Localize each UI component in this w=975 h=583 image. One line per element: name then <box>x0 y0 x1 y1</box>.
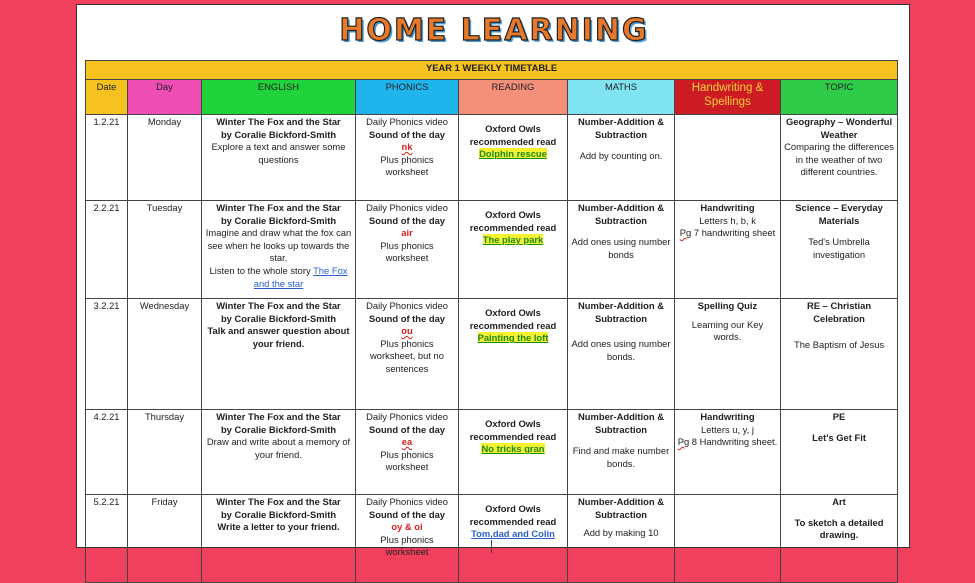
handwriting-cell <box>675 115 781 201</box>
english-title: Winter The Fox and the Star <box>216 300 341 311</box>
story-link[interactable]: The Fox and the star <box>253 264 348 289</box>
english-title: Winter The Fox and the Star <box>216 496 341 507</box>
english-author: by Coralie Bickford-Smith <box>220 508 337 520</box>
day-cell: Wednesday <box>128 299 202 410</box>
english-task: Imagine and draw what the fox can see when he looks up towards the star. <box>205 227 352 264</box>
phonics-video: Daily Phonics video <box>366 496 448 507</box>
table-row <box>86 410 898 495</box>
topic-desc: To sketch a detailed drawing. <box>794 516 884 541</box>
table-row <box>86 299 898 410</box>
reading-cell <box>459 299 568 410</box>
reading-link[interactable]: The play park <box>482 234 544 246</box>
day-cell: Thursday <box>128 410 202 495</box>
english-cell <box>202 299 356 410</box>
handwriting-letters: Letters u, y, j <box>701 423 754 435</box>
maths-title: Number-Addition & Subtraction <box>578 202 664 226</box>
topic-desc: Comparing the differences in the weather of two different countries. <box>784 141 894 178</box>
english-title: Winter The Fox and the Star <box>216 116 341 127</box>
reading-link[interactable]: Tom,dad and Colin <box>471 528 555 540</box>
english-task: Explore a text and answer some questions <box>211 141 346 165</box>
phonics-cell <box>356 299 459 410</box>
phonics-video: Daily Phonics video <box>366 411 448 422</box>
topic-title: PE <box>832 411 846 422</box>
reading-link[interactable]: Dolphin rescue <box>479 148 547 160</box>
maths-cell <box>568 410 675 495</box>
reading-text: Oxford Owls recommended read <box>469 307 557 331</box>
handwriting-cell <box>675 495 781 583</box>
english-cell <box>202 495 356 583</box>
maths-title: Number-Addition & Subtraction <box>578 116 664 140</box>
topic-title: Art <box>832 496 846 507</box>
reading-cell <box>459 115 568 201</box>
phonics-sound: ou <box>401 325 413 337</box>
handwriting-title: Handwriting <box>700 202 755 213</box>
reading-text: Oxford Owls recommended read <box>469 209 557 233</box>
date-cell: 4.2.21 <box>86 410 128 495</box>
english-cell <box>202 410 356 495</box>
reading-text: Oxford Owls recommended read <box>469 503 557 527</box>
english-author: by Coralie Bickford-Smith <box>220 312 337 324</box>
handwriting-cell <box>675 201 781 299</box>
phonics-cell <box>356 410 459 495</box>
phonics-sound: nk <box>401 141 413 153</box>
weekly-timetable <box>85 60 898 583</box>
header-phonics: PHONICS <box>356 80 459 115</box>
header-day: Day <box>128 80 202 115</box>
header-topic: TOPIC <box>781 80 898 115</box>
topic-desc: Let's Get Fit <box>812 431 866 443</box>
phonics-extra: Plus phonics worksheet <box>380 239 434 264</box>
english-author: by Coralie Bickford-Smith <box>220 423 337 435</box>
topic-cell <box>781 495 898 583</box>
reading-text: Oxford Owls recommended read <box>469 123 557 147</box>
handwriting-letters: Letters h, b, k <box>699 214 756 226</box>
day-cell: Tuesday <box>128 201 202 299</box>
handwriting-cell <box>675 299 781 410</box>
header-maths: MATHS <box>568 80 675 115</box>
phonics-sound: air <box>401 227 413 239</box>
day-cell: Friday <box>128 495 202 583</box>
maths-title: Number-Addition & Subtraction <box>578 300 664 324</box>
maths-task: Add by making 10 <box>583 527 659 539</box>
english-title: Winter The Fox and the Star <box>216 411 341 422</box>
handwriting-page: Pg 7 handwriting sheet <box>679 227 776 239</box>
maths-task: Find and make number bonds. <box>572 445 670 469</box>
phonics-extra: Plus phonics worksheet <box>380 533 434 558</box>
english-task: Talk and answer question about your friend. <box>207 325 350 349</box>
topic-title: RE – Christian Celebration <box>807 300 872 324</box>
english-title: Winter The Fox and the Star <box>216 202 341 213</box>
topic-cell <box>781 201 898 299</box>
phonics-sound: ea <box>401 436 413 448</box>
topic-title: Geography – Wonderful Weather <box>786 116 893 140</box>
maths-cell <box>568 299 675 410</box>
maths-cell <box>568 201 675 299</box>
handwriting-page: Pg 8 Handwriting sheet. <box>677 436 778 448</box>
english-author: by Coralie Bickford-Smith <box>220 128 337 140</box>
phonics-extra: Plus phonics worksheet <box>380 448 434 473</box>
date-cell: 2.2.21 <box>86 201 128 299</box>
reading-cell <box>459 410 568 495</box>
table-row <box>86 201 898 299</box>
topic-desc: Ted's Umbrella investigation <box>808 236 870 260</box>
day-cell: Monday <box>128 115 202 201</box>
reading-cell <box>459 201 568 299</box>
page-divider <box>491 540 492 553</box>
phonics-extra: Plus phonics worksheet <box>380 153 434 178</box>
maths-title: Number-Addition & Subtraction <box>578 411 664 435</box>
table-row <box>86 495 898 583</box>
maths-task: Add by counting on. <box>579 150 663 162</box>
phonics-video: Daily Phonics video <box>366 300 448 311</box>
phonics-sound-label: Sound of the day <box>368 128 446 140</box>
header-handwriting: Handwriting & Spellings <box>675 80 781 115</box>
phonics-cell <box>356 495 459 583</box>
handwriting-title: Handwriting <box>700 411 755 422</box>
phonics-sound-label: Sound of the day <box>368 312 446 324</box>
reading-link[interactable]: Painting the loft <box>477 332 549 344</box>
topic-desc: The Baptism of Jesus <box>793 339 885 351</box>
phonics-sound-label: Sound of the day <box>368 214 446 226</box>
phonics-video: Daily Phonics video <box>366 116 448 127</box>
header-date: Date <box>86 80 128 115</box>
maths-task: Add ones using number bonds. <box>571 338 671 362</box>
page-title: HOME LEARNING <box>339 13 649 48</box>
topic-cell <box>781 299 898 410</box>
handwriting-title: Spelling Quiz <box>697 300 758 311</box>
phonics-cell <box>356 201 459 299</box>
english-listen: Listen to the whole story The Fox and the star <box>209 264 348 289</box>
phonics-sound-label: Sound of the day <box>368 508 446 520</box>
english-task: Draw and write about a memory of your friend. <box>206 436 351 460</box>
date-cell: 5.2.21 <box>86 495 128 583</box>
english-author: by Coralie Bickford-Smith <box>220 214 337 226</box>
maths-cell <box>568 115 675 201</box>
phonics-sound: oy & oi <box>391 521 423 533</box>
topic-title: Science – Everyday Materials <box>795 202 883 226</box>
date-cell: 1.2.21 <box>86 115 128 201</box>
topic-cell <box>781 115 898 201</box>
header-reading: READING <box>459 80 568 115</box>
date-cell: 3.2.21 <box>86 299 128 410</box>
phonics-cell <box>356 115 459 201</box>
english-cell <box>202 115 356 201</box>
table-row <box>86 115 898 201</box>
topic-cell <box>781 410 898 495</box>
phonics-sound-label: Sound of the day <box>368 423 446 435</box>
maths-task: Add ones using number bonds <box>571 236 671 260</box>
header-english: ENGLISH <box>202 80 356 115</box>
handwriting-desc: Learning our Key words. <box>691 318 764 343</box>
timetable-sheet <box>76 4 910 558</box>
phonics-video: Daily Phonics video <box>366 202 448 213</box>
timetable-banner: YEAR 1 WEEKLY TIMETABLE <box>86 61 898 80</box>
reading-link[interactable]: No tricks gran <box>481 443 545 455</box>
english-task: Write a letter to your friend. <box>217 521 340 533</box>
phonics-extra: Plus phonics worksheet, but no sentences <box>369 337 444 374</box>
english-cell <box>202 201 356 299</box>
maths-title: Number-Addition & Subtraction <box>578 496 664 520</box>
reading-cell <box>459 495 568 583</box>
maths-cell <box>568 495 675 583</box>
reading-text: Oxford Owls recommended read <box>469 418 557 442</box>
handwriting-cell <box>675 410 781 495</box>
